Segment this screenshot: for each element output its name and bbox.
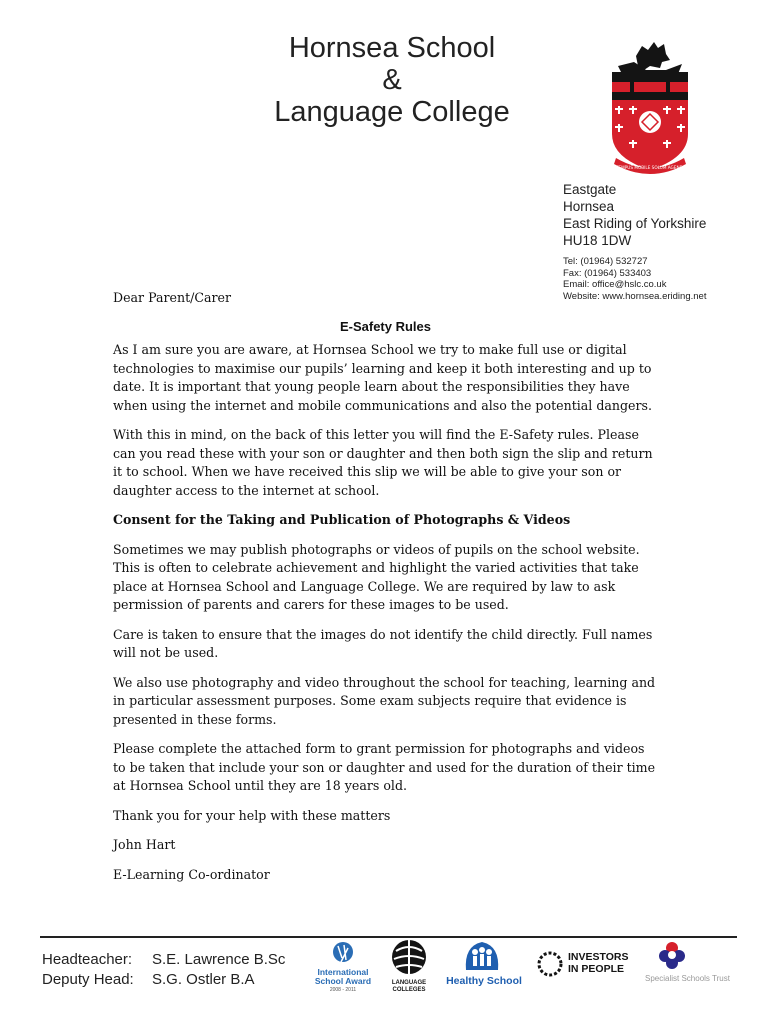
healthy-school-emblem-icon bbox=[462, 940, 502, 974]
specialist-schools-trust-logo bbox=[645, 940, 737, 994]
school-crest-logo bbox=[606, 36, 694, 176]
flower-emblem-icon bbox=[657, 940, 687, 970]
letter-body bbox=[113, 289, 658, 895]
healthy-school-logo bbox=[446, 940, 522, 994]
headteacher-label: Headteacher: bbox=[42, 951, 133, 968]
language-colleges-logo bbox=[386, 937, 432, 997]
investors-in-people-logo bbox=[536, 948, 636, 982]
paragraph: We also use photography and video throughout the school for teaching, learning and in particular assessment purposes. Some exam subjects require that evidence is presented in these forms. bbox=[113, 674, 656, 727]
school-name-line1: Hornsea School bbox=[288, 32, 496, 64]
contact-email: Email: office@hslc.co.uk bbox=[563, 279, 667, 291]
paragraph: With this in mind, on the back of this letter you will find the E-Safety rules. Please can you read these with your son or daughter and then both sign the slip and return it to school. When we have received this slip we will be able to give your son or daughter access to the internet at school. bbox=[113, 427, 653, 498]
paragraph: Care is taken to ensure that the images do not identify the child directly. Full names will not be used. bbox=[113, 626, 653, 660]
international-school-award-logo bbox=[312, 940, 374, 1000]
crest-motto: TEMPUS MOBILE SOLUM AGENDI bbox=[615, 165, 685, 170]
school-name bbox=[262, 32, 522, 128]
language-globe-icon bbox=[390, 937, 428, 979]
globe-icon bbox=[332, 940, 354, 966]
paragraph: Sometimes we may publish photographs or videos of pupils on the school website. This is often to celebrate achievement and highlight the varied activities that take place at Hornsea School and Language College. We are required by law to ask permission of parents and carers for these images to be used. bbox=[113, 541, 640, 612]
footer-staff bbox=[42, 950, 285, 990]
investors-line1: INVESTORS bbox=[568, 951, 629, 963]
international-line2: School Award bbox=[314, 976, 372, 986]
signature-role: E-Learning Co-ordinator bbox=[113, 866, 270, 882]
headteacher-name: S.E. Lawrence B.Sc bbox=[152, 951, 286, 968]
laurel-ring-icon bbox=[536, 950, 564, 978]
healthy-school-label: Healthy School bbox=[446, 975, 522, 987]
international-line1: International bbox=[317, 967, 369, 977]
paragraph: Please complete the attached form to grant permission for photographs and videos to be taken that include your son or daughter and used for the duration of their time at Hornsea School until they are 18 years old. bbox=[113, 741, 656, 793]
letter-title: E-Safety Rules bbox=[339, 318, 432, 334]
school-address bbox=[563, 181, 706, 249]
language-line1: LANGUAGE bbox=[391, 980, 427, 986]
deputy-name: S.G. Ostler B.A bbox=[152, 971, 255, 988]
school-name-line3: Language College bbox=[274, 96, 510, 128]
deputy-label: Deputy Head: bbox=[42, 971, 134, 988]
paragraph: As I am sure you are aware, at Hornsea School we try to make full use or digital technologies to maximise our pupils’ learning and keep it both interesting and up to date. It is important that young people learn about the responsibilities they have when using the internet and mobile communications and also the potential dangers. bbox=[113, 342, 652, 413]
international-years: 2008 - 2011 bbox=[329, 987, 357, 993]
signature-name: John Hart bbox=[113, 837, 176, 852]
contact-fax: Fax: (01964) 533403 bbox=[563, 267, 652, 279]
language-line2: COLLEGES bbox=[392, 987, 426, 993]
specialist-schools-trust-label: Specialist Schools Trust bbox=[645, 974, 730, 983]
address-line: HU18 1DW bbox=[563, 233, 632, 248]
paragraph: Thank you for your help with these matters bbox=[113, 807, 391, 823]
salutation: Dear Parent/Carer bbox=[113, 290, 232, 305]
consent-heading: Consent for the Taking and Publication of Photographs & Videos bbox=[113, 512, 571, 527]
contact-tel: Tel: (01964) 532727 bbox=[563, 256, 648, 267]
school-name-line2: & bbox=[382, 64, 402, 96]
investors-line2: IN PEOPLE bbox=[568, 963, 625, 975]
address-line: Hornsea bbox=[563, 199, 615, 214]
address-line: East Riding of Yorkshire bbox=[563, 216, 707, 231]
address-line: Eastgate bbox=[563, 182, 617, 197]
contact-website: Website: www.hornsea.eriding.net bbox=[563, 290, 707, 302]
